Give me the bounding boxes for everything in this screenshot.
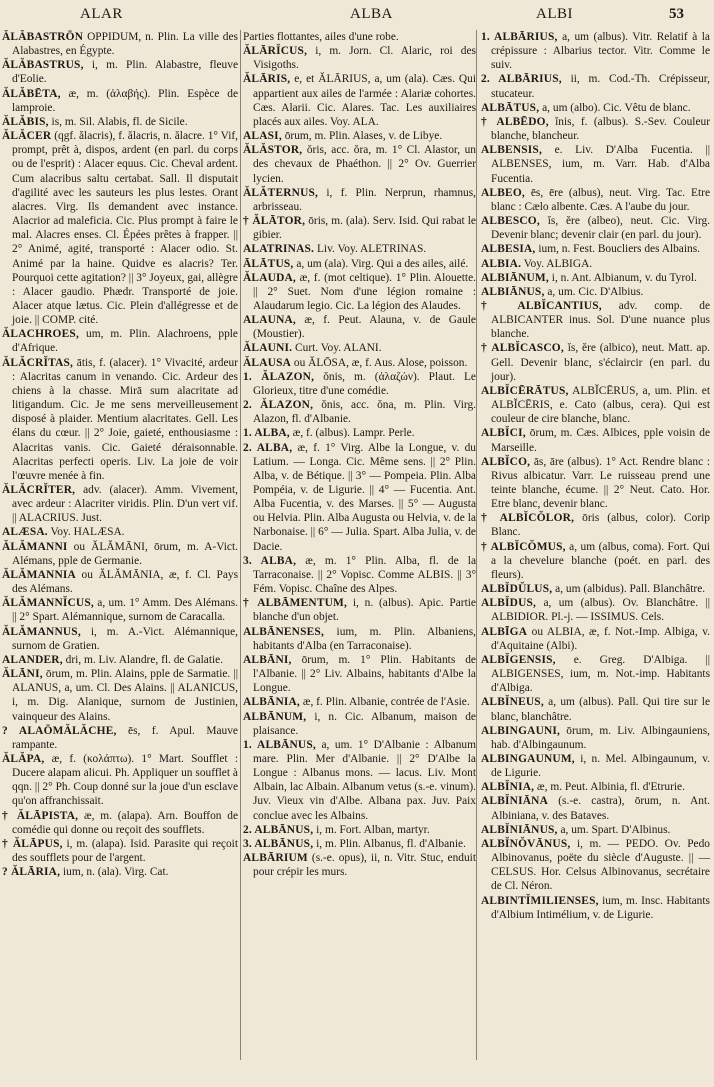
entry-headword: ĂLĂMANNĬCUS,	[2, 597, 94, 610]
dictionary-entry	[2, 596, 238, 624]
entry-definition: æ, m. (alapa). Arn. Bouffon de comédie qui donne ou reçoit des soufflets.	[12, 809, 238, 836]
entry-definition: a, um (albus). Vitr. Relatif à la crépissure : Albarius tector. Vitr. Comme le suiv.	[491, 31, 710, 72]
dictionary-entry	[243, 242, 476, 256]
entry-definition: ou ĂLĂMĀNIA, æ, f. Cl. Pays des Alémans.	[12, 568, 238, 596]
dictionary-entry	[481, 186, 710, 214]
entry-definition: dri, m. Liv. Alandre, fl. de Galatie.	[65, 653, 224, 666]
entry-definition: æ, m. 1° Plin. Alba, fl. de la Tarraconaise. || 2° Vopisc. Comme ALBIS. || 3° Fém. Vopisc. Chaîne des Alpes.	[253, 554, 476, 596]
entry-headword: ĂLĂMANNIA	[2, 568, 76, 581]
dictionary-entry	[243, 257, 476, 271]
entry-headword: ALBINGAUNI,	[481, 724, 561, 737]
dictionary-entry	[481, 653, 710, 695]
entry-definition: a, um (albus). Ov. Blanchâtre. || ALBIDIOR. Pl.-j. — ISSIMUS. Cels.	[491, 597, 710, 624]
entry-definition: æ, f. Plin. Albanie, contrée de l'Asie.	[302, 696, 470, 709]
entry-headword: ALBĀTUS,	[481, 101, 540, 114]
entry-definition: ās, āre (albus). 1° Act. Rendre blanc : Rivus albicatur. Varr. Le ruisseau prend une teinte blanche, écume. || 2° Neut. Cato. Hor. Etre blanc, devenir blanc.	[491, 455, 710, 511]
entry-definition: ēs, ēre (albus), neut. Virg. Tac. Etre blanc : Cælo albente. Cæs. A l'aube du jour.	[491, 186, 710, 213]
dictionary-entry	[481, 724, 710, 752]
header-guideword-center: ALBA	[350, 6, 393, 22]
entry-headword: ĂLAUDA,	[243, 271, 296, 284]
entry-definition: ALBĬCĒRUS, a, um. Plin. et ALBĬCĒRIS, e. Cato (albus, cera). Qui est couleur de cire blanche, blanc.	[491, 384, 710, 426]
dictionary-entry	[243, 851, 476, 879]
entry-headword: ALBĬGENSIS,	[481, 653, 556, 666]
dictionary-entry	[2, 58, 238, 86]
entry-headword: 3. ALBA,	[243, 554, 297, 567]
entry-headword: ALBIA.	[481, 257, 522, 270]
entry-headword: ĂLĂBASTRŌN	[2, 31, 84, 43]
dictionary-entry	[243, 596, 476, 624]
entry-headword: † ALBĬCŎLOR,	[481, 512, 575, 525]
entry-definition: æ, f. 1° Virg. Albe la Longue, v. du Latium. — Longa. Cic. Même sens. || 2° Plin. Alba, v. de Bétique. || 3° — Pompeia. Plin. Alba Pompéia, v. de Ligurie. || 4° — Fucentia. Ant. Alba Fucentia, v. des Marses. || 5° — Augusta ou Helvia. Plin. Alba Augusta ou Helvia, v. de la Narbonaise. || 6° — Julia. Spart. Alba Julia, v. de Dacie.	[253, 441, 476, 553]
entry-definition: Voy. HALÆSA.	[50, 526, 125, 539]
entry-headword: † ALBĬCANTIUS,	[481, 299, 602, 312]
dictionary-entry	[2, 625, 238, 653]
entry-headword: ALATRINAS.	[243, 243, 315, 256]
entry-headword: ALBENSIS,	[481, 144, 542, 157]
entry-headword: ĂLĂCRĬTAS,	[2, 356, 74, 369]
running-header	[0, 6, 714, 28]
dictionary-entry	[243, 271, 476, 313]
entry-definition: e, et ĂLĀRIUS, a, um (ala). Cæs. Qui appartient aux ailes de l'armée : Alariæ cohortes. Cæs. Alarii. Cic. Alares. Tac. Les auxiliaires placés aux ailes. Voy. ALA.	[253, 73, 476, 128]
dictionary-entry	[481, 752, 710, 780]
entry-definition: i, n. Cic. Albanum, maison de plaisance.	[253, 710, 476, 737]
dictionary-entry	[481, 72, 710, 100]
entry-definition: i, m. Fort. Alban, martyr.	[316, 823, 430, 836]
entry-headword: 2. ALBĀNUS,	[243, 823, 314, 836]
entry-headword: 2. ĂLAZON,	[243, 399, 314, 412]
entry-definition: ou ALBIA, æ, f. Not.-Imp. Albiga, v. d'Aquitaine (Albi).	[491, 625, 710, 652]
entry-headword: 3. ALBĀNUS,	[243, 837, 314, 850]
dictionary-entry	[2, 525, 238, 539]
entry-definition: ōrum, m. 1° Plin. Habitants de l'Albanie. || 2° Liv. Albains, habitants d'Albe la Longue.	[253, 653, 476, 695]
column-right	[481, 30, 710, 1080]
entry-definition: e. Liv. D'Alba Fucentia. || ALBENSES, ium, m. Varr. Hab. d'Alba Fucentia.	[491, 144, 710, 185]
entry-headword: 1. ALBĀNUS,	[243, 738, 316, 751]
entry-definition: a, um. 1° D'Albanie : Albanum mare. Plin. Mer d'Albanie. || 2° D'Albe la Longue : Albanus mons. — lacus. Liv. Mont Albain, lac Albain. Albanum vetus (s.-e. vinum). Juv. Vieux vin d'Albe. Albana pax. Juv. Paix conclue avec les Albains.	[253, 738, 476, 822]
entry-definition: OPPIDUM, n. Plin. La ville des Alabastres, en Égypte.	[12, 31, 238, 58]
entry-definition: ium, m. Insc. Habitants d'Albium Intimélium, v. de Ligurie.	[491, 894, 710, 921]
entry-definition: Parties flottantes, ailes d'une robe.	[243, 31, 399, 43]
entry-headword: ALBĬDUS,	[481, 597, 537, 610]
dictionary-entry	[2, 568, 238, 596]
entry-headword: ALBĀNIA,	[243, 696, 300, 709]
entry-definition: a, um. Spart. D'Albinus.	[560, 823, 671, 836]
entry-headword: ALBĬNŎVĀNUS,	[481, 837, 571, 850]
dictionary-entry	[243, 143, 476, 185]
dictionary-entry	[243, 44, 476, 72]
entry-headword: ALBESCO,	[481, 215, 540, 228]
entry-headword: ĂLĂMANNUS,	[2, 625, 81, 638]
entry-headword: ALBINTĬMILIENSES,	[481, 894, 599, 907]
dictionary-entry	[481, 384, 710, 426]
entry-headword: ALBIĀNUS,	[481, 285, 545, 298]
entry-headword: ĂLĂPA,	[2, 752, 45, 765]
entry-headword: † ĂLĀTOR,	[243, 215, 306, 228]
dictionary-entry	[243, 186, 476, 214]
dictionary-entry	[481, 285, 710, 299]
entry-headword: † ALBĒDO,	[481, 115, 549, 128]
dictionary-entry	[243, 30, 476, 44]
entry-definition: i, m. Jorn. Cl. Alaric, roi des Visigoths.	[253, 45, 476, 72]
entry-definition: ium, n. Fest. Boucliers des Albains.	[538, 243, 701, 256]
entry-headword: ALBĬNEUS,	[481, 696, 544, 709]
entry-definition: ŏris, acc. ŏra, m. 1° Cl. Alastor, un des chevaux de Phaéthon. || 2° Ov. Guerrier lycien.	[253, 144, 476, 185]
entry-definition: ii, m. Cod.-Th. Crépisseur, stucateur.	[491, 73, 710, 100]
entry-definition: ātis, f. (alacer). 1° Vivacité, ardeur : Alacritas canum in venando. Cic. Ardeur des chiens à la chasse. Mirā sum alacritate ad litigandum. Cic. Je me sens merveilleusement disposé à plaider. Mentium alacritates. Gell. Les élans du cœur. || 2° Joie, gaieté, enthousiasme : Alacritas vanis. Cic. Gaieté déraisonnable. Alacritas perfecti operis. Liv. La joie de voir l'œuvre menée à fin.	[12, 356, 238, 482]
entry-headword: ĂLĂMANNI	[2, 540, 68, 553]
entry-headword: † ALBĀMENTUM,	[243, 597, 348, 610]
dictionary-entry	[481, 101, 710, 115]
dictionary-entry	[2, 653, 238, 667]
dictionary-entry	[481, 242, 710, 256]
entry-definition: a, um (albus, coma). Fort. Qui a la chevelure blanche (poét. en parl. des fleurs).	[491, 540, 710, 581]
page-number: 53	[669, 6, 684, 22]
dictionary-entry	[243, 823, 476, 837]
entry-definition: æ, f. Peut. Alauna, v. de Gaule (Moustier).	[253, 314, 476, 341]
entry-definition: ōrum, m. Cæs. Albices, pple voisin de Marseille.	[491, 427, 710, 454]
entry-headword: ALÆSA.	[2, 526, 48, 539]
entry-headword: ALBĬCI,	[481, 427, 526, 440]
entry-headword: ĂLĀRĬCUS,	[243, 45, 308, 58]
entry-headword: ĂLĂCRĬTER,	[2, 484, 76, 496]
column-middle	[243, 30, 476, 1080]
dictionary-entry	[243, 370, 476, 398]
dictionary-entry	[2, 809, 238, 837]
entry-headword: ĂLĂBIS,	[2, 115, 49, 128]
dictionary-entry	[243, 710, 476, 738]
entry-headword: ALBĀRIUM	[243, 852, 308, 865]
dictionary-entry	[481, 115, 710, 143]
dictionary-entry	[2, 724, 238, 752]
entry-headword: 1. ĂLAZON,	[243, 370, 315, 383]
dictionary-entry	[243, 625, 476, 653]
entry-headword: ĂLACHROES,	[2, 328, 80, 341]
entry-headword: ALBINGAUNUM,	[481, 752, 575, 765]
dictionary-entry	[481, 837, 710, 894]
entry-definition: ĭnis, f. (albus). S.-Sev. Couleur blanche, blancheur.	[491, 115, 710, 143]
entry-definition: i, m. (alapa). Isid. Parasite qui reçoit des soufflets pour de l'argent.	[12, 837, 238, 865]
entry-definition: ium, m. Plin. Albaniens, habitants d'Alba (en Tarraconaise).	[253, 625, 476, 652]
entry-definition: a, um (albidus). Pall. Blanchâtre.	[555, 583, 706, 596]
dictionary-entry	[481, 511, 710, 539]
dictionary-entry	[243, 129, 476, 143]
entry-definition: a, um (albus). Pall. Qui tire sur le blanc, blanchâtre.	[491, 696, 710, 723]
dictionary-entry	[2, 87, 238, 115]
dictionary-entry	[481, 214, 710, 242]
entry-definition: i, m. — PEDO. Ov. Pedo Albinovanus, poëte du siècle d'Auguste. || — CELSUS. Hor. Celsus Albinovanus, secrétaire de Cl. Néron.	[491, 837, 710, 893]
entry-headword: ALBĀNENSES,	[243, 625, 325, 638]
entry-headword: † ĂLĀPISTA,	[2, 809, 79, 822]
entry-definition: æ, m. Peut. Albinia, fl. d'Etrurie.	[537, 781, 685, 794]
entry-definition: ou ĂLŌSA, æ, f. Aus. Alose, poisson.	[293, 356, 468, 369]
dictionary-entry	[481, 271, 710, 285]
entry-headword: ? ĂLĀRIA,	[2, 866, 61, 879]
dictionary-entry	[481, 455, 710, 512]
dictionary-entry	[243, 441, 476, 554]
entry-headword: ? ALAŌMĂLĂCHE,	[2, 724, 117, 737]
dictionary-entry	[2, 30, 238, 58]
entry-headword: ĂLAUSA	[243, 356, 292, 369]
entry-headword: † ALBĬCASCO,	[481, 342, 564, 355]
entry-definition: Liv. Voy. ALETRINAS.	[316, 243, 427, 256]
entry-definition: æ, f. (κολάπτω). 1° Mart. Soufflet : Ducere alapam alicui. Ph. Appliquer un soufflet à qqn. || 2° Ph. Coup donné sur la joue d'un esclave qu'on affranchissait.	[12, 752, 238, 808]
entry-definition: ŏnis, m. (ἀλαζών). Plaut. Le Glorieux, titre d'une comédie.	[253, 370, 476, 397]
entry-headword: 2. ALBĀRIUS,	[481, 73, 562, 86]
entry-definition: i, n. Mel. Albingaunum, v. de Ligurie.	[491, 752, 710, 780]
entry-headword: ALBĬNIA,	[481, 781, 535, 794]
entry-definition: i, n. Ant. Albianum, v. du Tyrol.	[551, 271, 697, 284]
dictionary-entry	[2, 115, 238, 129]
entry-headword: ĂLĀNI,	[2, 668, 43, 681]
dictionary-entry	[481, 780, 710, 794]
entry-headword: ALBĬDŬLUS,	[481, 583, 553, 596]
dictionary-entry	[2, 752, 238, 809]
dictionary-entry	[2, 540, 238, 568]
entry-definition: a, um (albo). Cic. Vêtu de blanc.	[542, 101, 691, 114]
entry-definition: æ, f. (albus). Lampr. Perle.	[292, 427, 415, 440]
dictionary-entry	[481, 894, 710, 922]
entry-headword: ĂLĂTERNUS,	[243, 186, 319, 199]
entry-definition: adv. (alacer). Amm. Vivement, avec ardeur : Alacriter viridis. Plin. D'un vert vif. || ALACRIUS. Just.	[12, 484, 238, 525]
dictionary-entry	[243, 72, 476, 129]
column-left	[2, 30, 238, 1080]
dictionary-entry	[481, 426, 710, 454]
dictionary-entry	[2, 667, 238, 724]
entry-definition: ium, n. (ala). Virg. Cat.	[62, 866, 169, 879]
dictionary-entry	[481, 794, 710, 822]
entry-definition: ou ĂLĂMĀNI, ōrum, m. A-Vict. Alémans, pple de Germanie.	[12, 540, 238, 567]
entry-definition: æ, m. (ἀλαβής). Plin. Espèce de lamproie.	[12, 87, 238, 114]
entry-headword: ALBĪGA	[481, 625, 528, 638]
entry-definition: Curt. Voy. ALANI.	[295, 342, 382, 355]
dictionary-entry	[2, 483, 238, 525]
entry-headword: ĀLĀTUS,	[243, 257, 294, 270]
entry-headword: ALAUNA,	[243, 314, 296, 327]
entry-definition: ēs, f. Apul. Mauve rampante.	[12, 724, 238, 751]
entry-headword: ĂLĂCER	[2, 130, 52, 143]
entry-definition: æ, f. (mot celtique). 1° Plin. Alouette. || 2° Suet. Nom d'une légion romaine : Alaudarum legio. Cic. La légion des Alaudes.	[253, 271, 476, 312]
entry-headword: ĂLĀRIS,	[243, 73, 291, 86]
entry-headword: ALBĬCĒRĀTUS,	[481, 384, 569, 397]
entry-definition: ōrum, m. Liv. Albingauniens, hab. d'Albingaunum.	[491, 724, 710, 751]
dictionary-entry	[2, 865, 238, 879]
entry-definition: a, um. 1° Amm. Des Alémans. || 2° Spart. Alémannique, surnom de Caracalla.	[12, 597, 238, 624]
entry-headword: ALBĀNI,	[243, 653, 292, 666]
entry-headword: ALASI,	[243, 130, 282, 143]
entry-headword: ALBĬCO,	[481, 455, 531, 468]
entry-headword: 2. ALBA,	[243, 441, 293, 454]
entry-headword: † ALBĬCŎMUS,	[481, 540, 566, 553]
entry-definition: Voy. ALBIGA.	[523, 257, 593, 270]
entry-definition: is, m. Sil. Alabis, fl. de Sicile.	[51, 115, 188, 128]
entry-headword: 1. ALBA,	[243, 427, 290, 440]
dictionary-entry	[243, 426, 476, 440]
entry-definition: ĭs, ĕre (albeo), neut. Cic. Virg. Devenir blanc; devenir clair (en parl. du jour).	[491, 215, 710, 242]
dictionary-entry	[481, 582, 710, 596]
dictionary-entry	[481, 30, 710, 72]
dictionary-entry	[243, 313, 476, 341]
dictionary-entry	[2, 327, 238, 355]
dictionary-entry	[243, 341, 476, 355]
dictionary-entry	[243, 695, 476, 709]
entry-headword: ALBIĀNUM,	[481, 271, 549, 284]
dictionary-entry	[243, 356, 476, 370]
entry-headword: ĂLĂBĒTA,	[2, 87, 61, 100]
entry-definition: i, m. A.-Vict. Alémannique, surnom de Gratien.	[12, 625, 238, 652]
dictionary-entry	[481, 596, 710, 624]
entry-definition: ĭs, ĕre (albico), neut. Matt. ap. Gell. Devenir blanc, s'éclaircir (en parl. du jour).	[491, 342, 710, 383]
dictionary-entry	[243, 653, 476, 695]
entry-definition: e. Greg. D'Albiga. || ALBIGENSES, ium, m. Not.-imp. Habitants d'Albiga.	[491, 653, 710, 695]
columns	[2, 30, 710, 1080]
entry-definition: ōris, m. (ala). Serv. Isid. Qui rabat le gibier.	[253, 215, 476, 242]
entry-definition: ōris (albus, color). Corip Blanc.	[491, 512, 710, 539]
dictionary-entry	[2, 356, 238, 483]
entry-definition: adv. comp. de ALBICANTER inus. Sol. D'une nuance plus blanche.	[491, 299, 710, 341]
entry-headword: ALBĀNUM,	[243, 710, 307, 723]
entry-definition: um, m. Plin. Alachroens, pple d'Afrique.	[12, 328, 238, 355]
dictionary-entry	[243, 214, 476, 242]
entry-headword: ALBĬNIĀNA	[481, 795, 548, 808]
entry-definition: (qgf. ălacris), f. ălacris, n. ălacre. 1° Vif, prompt, prêt à, dispos, ardent (en parl. du corps ou de l'esprit) : Alacer equus. Cic. Cheval ardent. Cum alacribus saltu certabat. Sall. Il disputait d'agilité avec les sauteurs les plus lestes. Orant alacres. Virg. Ils demandent avec instance. Alacrior ad maleficia. Cic. Plus prompt à faire le mal. Alacres enses. Cl. Épées prêtes à frapper. || 2° Animé, agité, transporté : Alacer odio. St. Animé par la haine. Quidve es alacris? Ter. Pourquoi cette agitation? || 3° Joyeux, gai, allègre : Alacer gaudio. Phædr. Transporté de joie. Alacer atque lætus. Cic. Plein d'allégresse et de joie. || COMP. cité.	[12, 130, 238, 327]
dictionary-entry	[481, 143, 710, 185]
dictionary-entry	[481, 625, 710, 653]
dictionary-entry	[481, 257, 710, 271]
entry-definition: (s.-e. castra), ōrum, n. Ant. Albiniana, v. des Bataves.	[491, 795, 710, 822]
dictionary-entry	[243, 398, 476, 426]
header-guideword-right: ALBI	[536, 6, 573, 22]
dictionary-entry	[481, 299, 710, 341]
header-guideword-left: ALAR	[80, 6, 123, 22]
entry-definition: ŏnis, acc. ŏna, m. Plin. Virg. Alazon, fl. d'Albanie.	[253, 399, 476, 426]
dictionary-entry	[481, 695, 710, 723]
entry-headword: ALBĬNIĀNUS,	[481, 823, 558, 836]
entry-definition: (s.-e. opus), ii, n. Vitr. Stuc, enduit pour crépir les murs.	[253, 852, 476, 879]
dictionary-entry	[243, 738, 476, 823]
entry-headword: ĂLAUNI.	[243, 342, 293, 355]
entry-headword: ĂLĂBASTRUS,	[2, 59, 84, 72]
dictionary-entry	[481, 823, 710, 837]
dictionary-entry	[243, 837, 476, 851]
entry-definition: i, n. (albus). Apic. Partie blanche d'un objet.	[253, 597, 476, 624]
entry-headword: 1. ALBĀRIUS,	[481, 31, 558, 43]
entry-definition: i, f. Plin. Nerprun, rhamnus, arbrisseau.	[253, 186, 476, 213]
dictionary-entry	[2, 837, 238, 865]
entry-headword: ALANDER,	[2, 653, 63, 666]
dictionary-entry	[481, 540, 710, 582]
dictionary-entry	[243, 554, 476, 596]
entry-headword: ALBESIA,	[481, 243, 536, 256]
dictionary-entry	[2, 129, 238, 327]
entry-headword: ĂLĂSTOR,	[243, 144, 303, 157]
entry-definition: ōrum, m. Plin. Alases, v. de Libye.	[284, 130, 443, 143]
entry-definition: i, m. Plin. Alabastre, fleuve d'Eolie.	[12, 59, 238, 86]
entry-definition: i, m. Plin. Albanus, fl. d'Albanie.	[316, 837, 466, 850]
entry-definition: a, um (ala). Virg. Qui a des ailes, ailé.	[296, 257, 469, 270]
entry-definition: ōrum, m. Plin. Alains, pple de Sarmatie. || ALANUS, a, um. Cl. Des Alains. || ALANICUS, i, m. Dig. Alanique, surnom de Justinien, vainqueur des Alains.	[12, 668, 238, 723]
dictionary-entry	[481, 341, 710, 383]
entry-headword: † ĂLĀPUS,	[2, 837, 63, 850]
entry-headword: ALBEO,	[481, 186, 525, 199]
entry-definition: a, um. Cic. D'Albius.	[547, 285, 644, 298]
